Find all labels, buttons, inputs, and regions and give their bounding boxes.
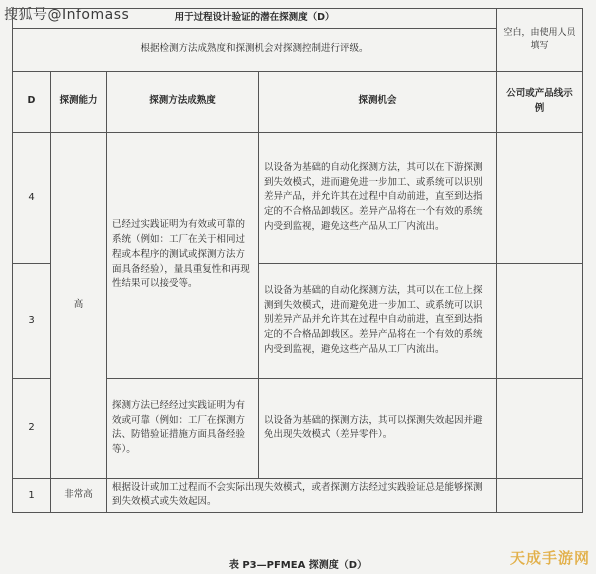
watermark-bottom: 天成手游网 — [509, 549, 590, 567]
table-row — [13, 478, 583, 512]
ability-cell: 高 — [51, 132, 107, 478]
example-cell — [497, 478, 583, 512]
maturity-cell: 探测方法已经经过实践证明为有效或可靠（例如：工厂在探测方法、防错验证措施方面具备经验等）。 — [107, 378, 259, 478]
opportunity-cell: 以设备为基础的自动化探测方法，其可以在下游探测到失效模式，进而避免进一步加工、或系统可以识别差异产品，并允许其在过程中自动前进，直至到达指定的不合格品卸载区。差异产品将在一个有效的系统内受到监视，避免这些产品从工厂内流出。 — [259, 132, 497, 263]
user-note: 空白，由使用人员填写 — [497, 9, 583, 72]
rating-cell: 2 — [13, 378, 51, 478]
ability-cell: 非常高 — [51, 478, 107, 512]
rating-cell: 1 — [13, 478, 51, 512]
example-cell — [497, 263, 583, 378]
header-ability: 探测能力 — [51, 71, 107, 132]
header-example: 公司或产品线示例 — [497, 71, 583, 132]
header-maturity: 探测方法成熟度 — [107, 71, 259, 132]
header-d: D — [13, 71, 51, 132]
pfmea-detection-table — [12, 8, 583, 513]
rating-cell: 4 — [13, 132, 51, 263]
table-row — [13, 132, 583, 263]
example-cell — [497, 378, 583, 478]
table-caption: 表 P3—PFMEA 探测度（D） — [228, 560, 368, 571]
watermark-top: 搜狐号@Infomass — [4, 7, 130, 23]
opportunity-cell: 以设备为基础的探测方法，其可以探测失效起因并避免出现失效模式（差异零件）。 — [259, 378, 497, 478]
instruction-text: 根据检测方法成熟度和探测机会对探测控制进行评级。 — [13, 28, 497, 71]
maturity-cell: 已经过实践证明为有效或可靠的系统（例如：工厂在关于相同过程或本程序的测试或探测方法方面具备经验），量具重复性和再现性结果可以接受等。 — [107, 132, 259, 378]
rating-cell: 3 — [13, 263, 51, 378]
example-cell — [497, 132, 583, 263]
table-title: 用于过程设计验证的潜在探测度（D） — [13, 9, 497, 29]
description-cell: 根据设计或加工过程而不会实际出现失效模式，或者探测方法经过实践验证总是能够探测到失效模式或失效起因。 — [107, 478, 497, 512]
opportunity-cell: 以设备为基础的自动化探测方法，其可以在工位上探测到失效模式，进而避免进一步加工、或系统可以识别差异产品并允许其在过程中自动前进，直至到达指定的不合格品卸载区。差异产品将在一个有效的系统内受到监视，避免这些产品从工厂内流出。 — [259, 263, 497, 378]
header-opportunity: 探测机会 — [259, 71, 497, 132]
